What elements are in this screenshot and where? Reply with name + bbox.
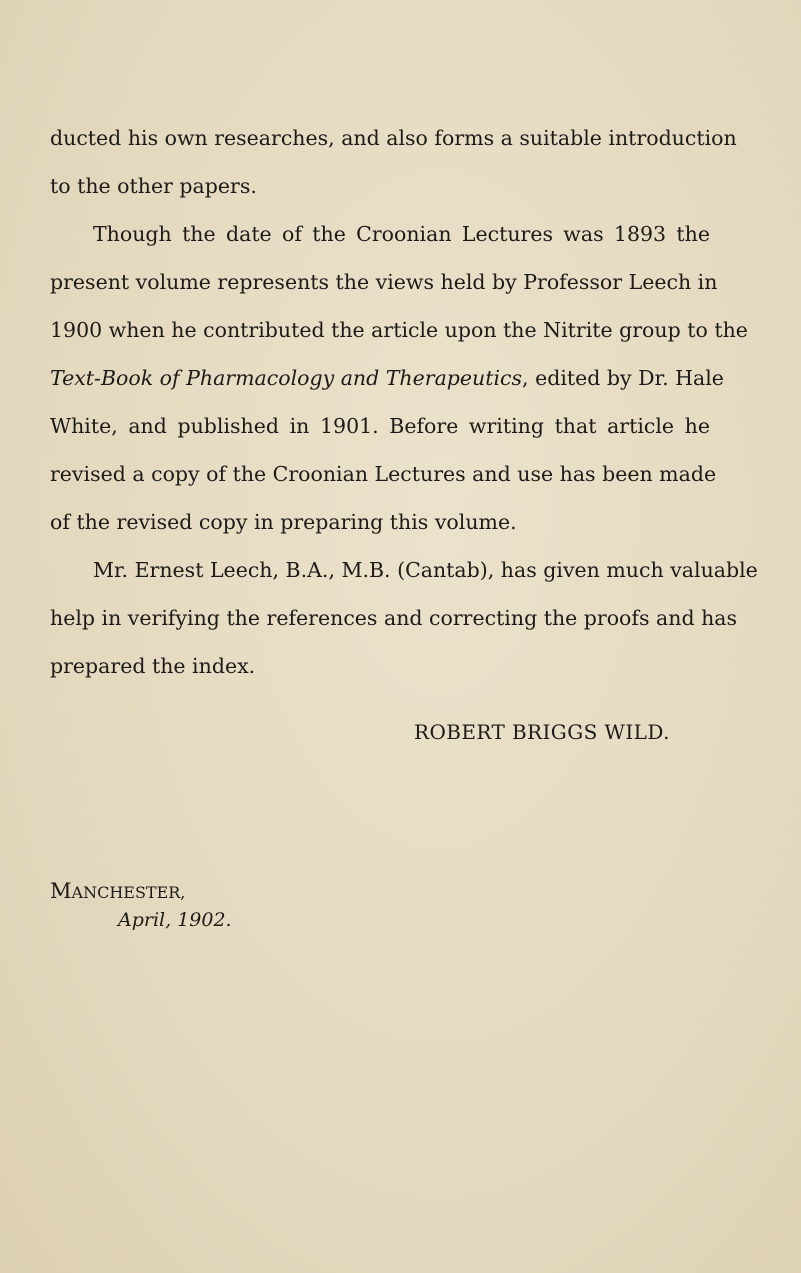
p2-line-7: of the revised copy in preparing this volume. [50,510,517,534]
p2-line-2: present volume represents the views held by Professor Leech in [50,270,718,294]
p3-line-3: prepared the index. [50,654,256,678]
p2-line-5: White, and published in 1901. Before writing that article he [50,414,710,438]
p2-line-6: revised a copy of the Croonian Lectures and use has been made [50,462,717,486]
book-title: Text-Book of Pharmacology and Therapeutics [50,366,523,390]
place-rest: ANCHESTER, [71,883,186,902]
p2-line-3: 1900 when he contributed the article upon the Nitrite group to the [50,318,748,342]
p2-line-4-rest: , edited by Dr. Hale [522,366,724,390]
p2-line-4 [50,366,724,390]
date-line: April, 1902. [118,909,232,931]
author-signature: ROBERT BRIGGS WILD. [414,720,670,744]
p3-line-1: Mr. Ernest Leech, B.A., M.B. (Cantab), has given much valuable [93,558,758,582]
p1-line-2: to the other papers. [50,174,257,198]
p1-line-1: ducted his own researches, and also forms a suitable introduction [50,126,737,150]
place-initial: M [50,879,72,903]
p2-line-1: Though the date of the Croonian Lectures was 1893 the [93,222,710,246]
place-line [50,879,185,903]
p3-line-2: help in verifying the references and correcting the proofs and has [50,606,738,630]
